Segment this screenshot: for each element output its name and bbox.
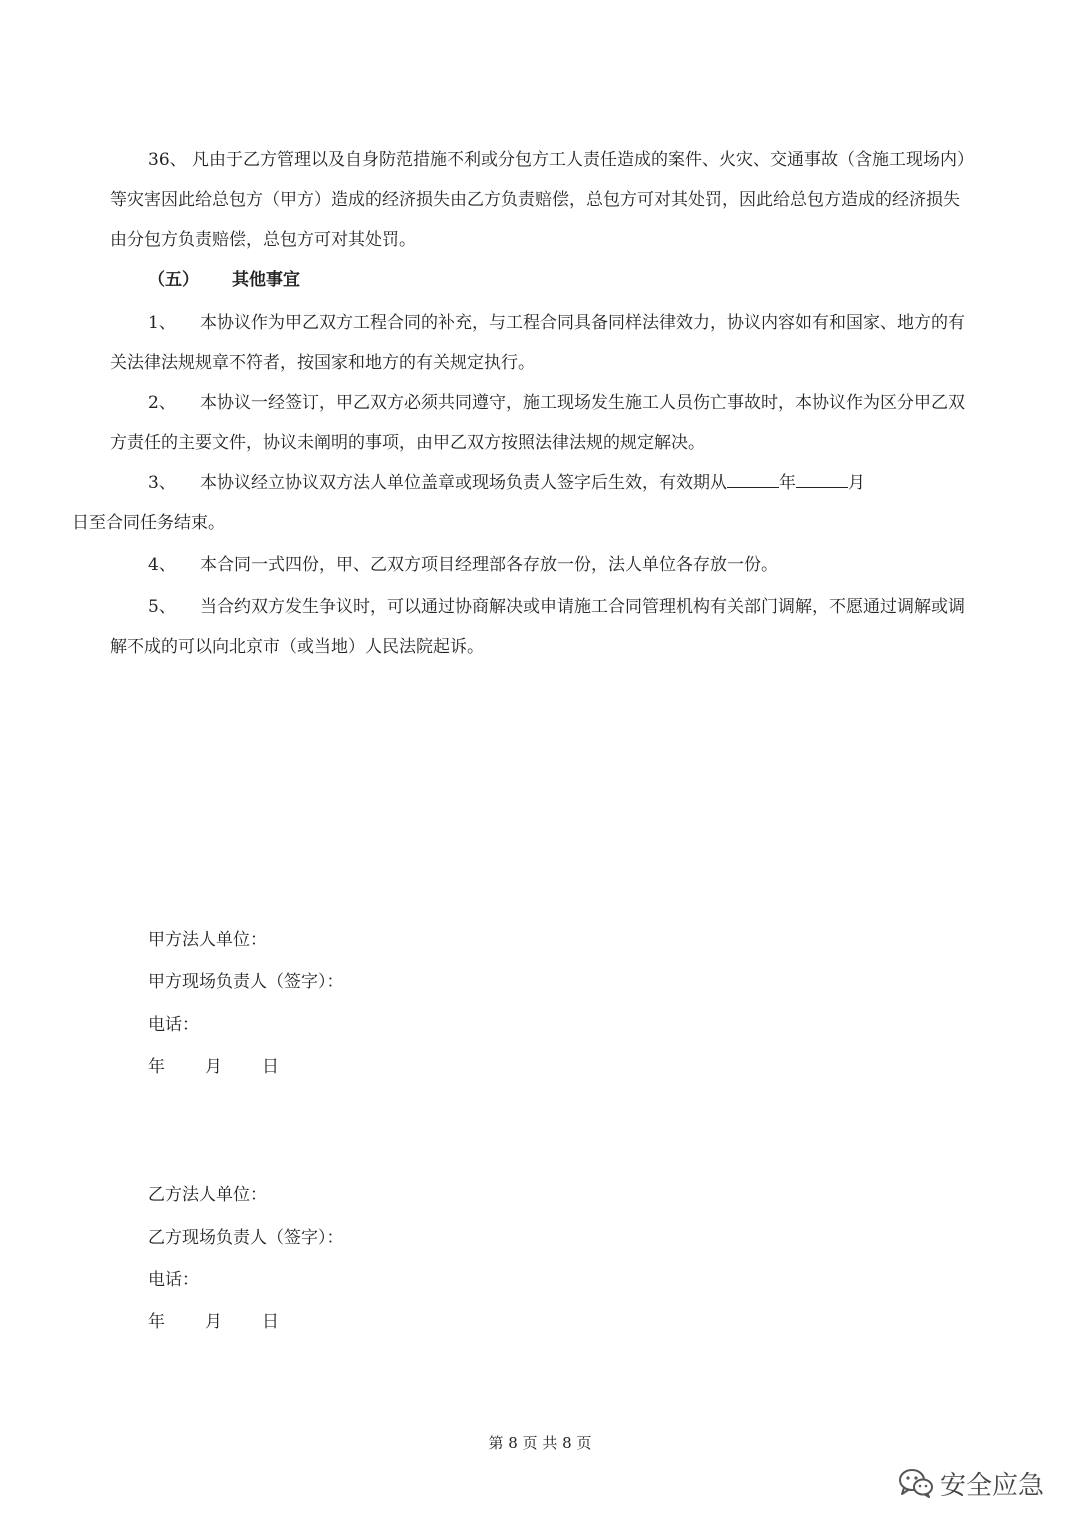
clause-1 <box>110 303 972 383</box>
clause-2 <box>110 383 972 463</box>
party-a-month: 月 <box>205 1057 222 1077</box>
page-footer: 第 8 页 共 8 页 <box>488 1434 592 1452</box>
party-b-date <box>148 1312 319 1332</box>
clause-3-text-a: 本协议经立协议双方法人单位盖章或现场负责人签字后生效，有效期从 <box>200 473 727 493</box>
party-b-unit: 乙方法人单位： <box>148 1185 267 1205</box>
party-b-year: 年 <box>148 1312 165 1332</box>
clause-5-text: 当合约双方发生争议时，可以通过协商解决或申请施工合同管理机构有关部门调解，不愿通过调解或调解不成的可以向北京市（或当地）人民法院起诉。 <box>110 597 965 657</box>
party-a-year: 年 <box>148 1057 165 1077</box>
clause-2-number: 2、 <box>148 393 176 413</box>
party-b-month: 月 <box>205 1312 222 1332</box>
clause-4-text: 本合同一式四份，甲、乙双方项目经理部各存放一份，法人单位各存放一份。 <box>200 555 778 575</box>
clause-36 <box>110 140 972 260</box>
clause-4 <box>110 545 972 585</box>
section-title: 其他事宜 <box>232 270 300 290</box>
party-b-phone: 电话： <box>148 1270 199 1290</box>
section-label: （五） <box>148 270 199 290</box>
wechat-icon <box>898 1468 934 1498</box>
party-b-manager: 乙方现场负责人（签字）： <box>148 1228 344 1248</box>
watermark <box>898 1466 1044 1500</box>
clause-1-number: 1、 <box>148 313 176 333</box>
clause-5 <box>110 587 972 667</box>
clause-1-text: 本协议作为甲乙双方工程合同的补充，与工程合同具备同样法律效力，协议内容如有和国家、地方的有关法律法规规章不符者，按国家和地方的有关规定执行。 <box>110 313 965 373</box>
party-a-unit: 甲方法人单位： <box>148 930 267 950</box>
clause-4-number: 4、 <box>148 555 176 575</box>
year-blank[interactable] <box>727 471 779 488</box>
clause-36-number: 36、 <box>148 150 187 170</box>
party-b-day: 日 <box>262 1312 279 1332</box>
month-blank[interactable] <box>796 471 848 488</box>
clause-2-text: 本协议一经签订，甲乙双方必须共同遵守，施工现场发生施工人员伤亡事故时，本协议作为区分甲乙双方责任的主要文件，协议未阐明的事项，由甲乙双方按照法律法规的规定解决。 <box>110 393 965 453</box>
party-a-day: 日 <box>262 1057 279 1077</box>
clause-3-number: 3、 <box>148 473 176 493</box>
section-heading <box>148 260 748 300</box>
watermark-text: 安全应急 <box>940 1470 1045 1501</box>
clause-5-number: 5、 <box>148 597 176 617</box>
clause-36-text: 凡由于乙方管理以及自身防范措施不利或分包方工人责任造成的案件、火灾、交通事故（含施工现场内）等灾害因此给总包方（甲方）造成的经济损失由乙方负责赔偿，总包方可对其处罚，因此给总包方造成的经济损失由分包方负责赔偿，总包方可对其处罚。 <box>110 150 966 250</box>
clause-3 <box>72 463 972 543</box>
clause-3-text-b: 日至合同任务结束。 <box>72 513 225 533</box>
clause-3-month: 月 <box>848 473 865 493</box>
party-a-manager: 甲方现场负责人（签字）： <box>148 972 344 992</box>
party-a-phone: 电话： <box>148 1015 199 1035</box>
clause-3-year: 年 <box>779 473 796 493</box>
party-a-date <box>148 1057 319 1077</box>
